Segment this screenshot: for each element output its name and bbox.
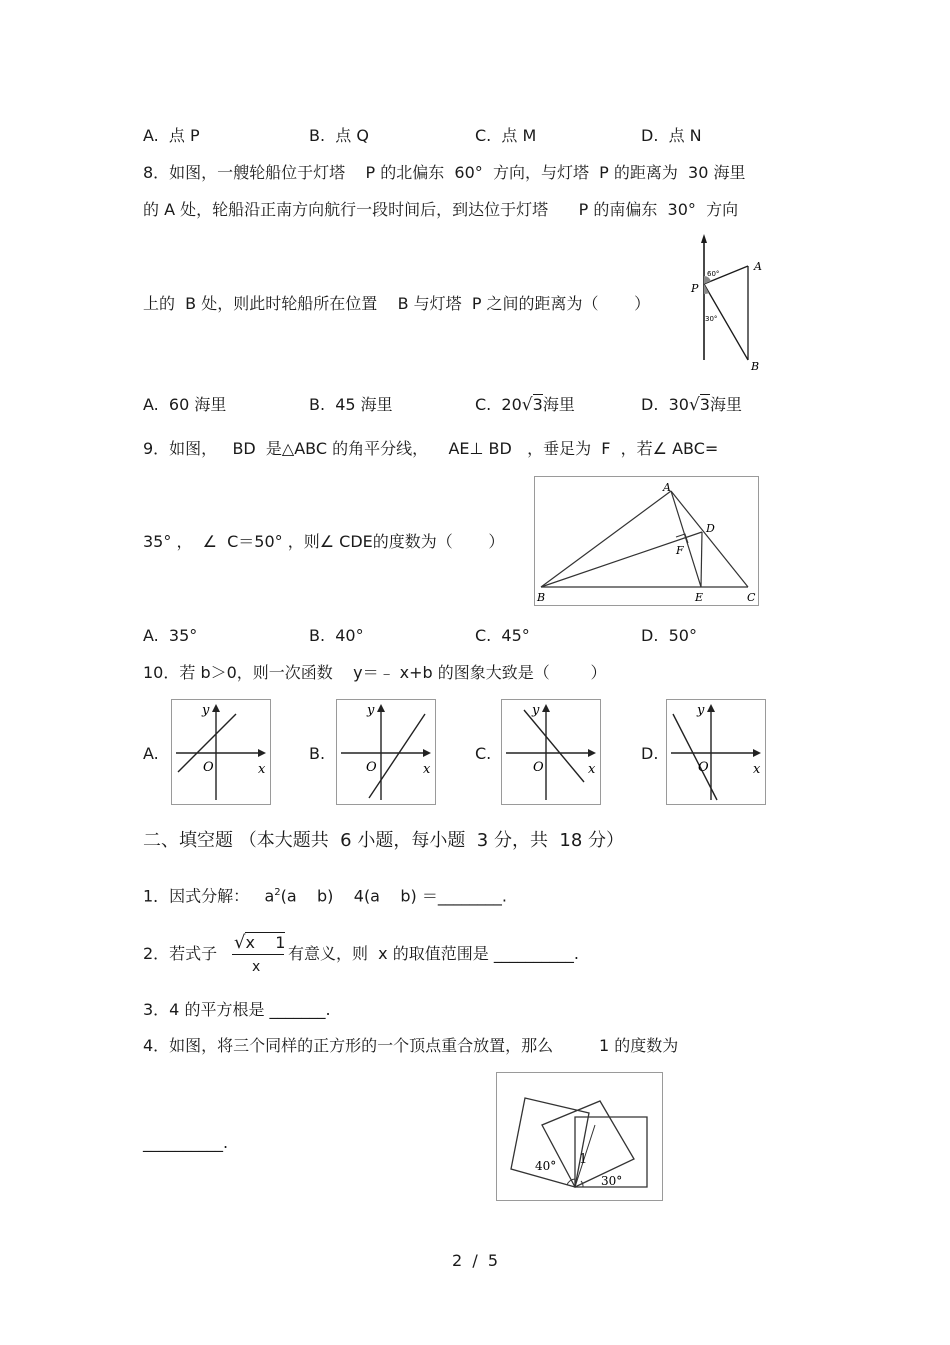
- graph-option-b: [336, 699, 436, 805]
- answer-blank: __________: [493, 944, 574, 963]
- svg-text:x: x: [753, 762, 761, 777]
- q8-option-d: D. 30√3海里: [641, 395, 742, 415]
- label-angle-30: 30°: [705, 315, 718, 323]
- page-number: 2 / 5: [452, 1251, 499, 1270]
- svg-text:y: y: [202, 703, 210, 718]
- fill-q3: 3．4 的平方根是 _______.: [143, 1000, 331, 1019]
- segment-ae: [671, 491, 701, 587]
- segment-de: [701, 532, 702, 587]
- section-title: 二、填空题 （本大题共 6 小题，每小题 3 分，共 18 分）: [143, 830, 625, 851]
- squares-figure: [497, 1073, 662, 1200]
- fill-q4-answer: __________.: [143, 1133, 229, 1152]
- sqrt-symbol: √3: [521, 395, 543, 415]
- segment-ab: [541, 491, 671, 587]
- label-angle-60: 60°: [707, 270, 720, 278]
- q10-option-c-label: C.: [475, 744, 492, 763]
- svg-text:O: O: [203, 760, 214, 775]
- q9-option-a: A. 35°: [143, 626, 198, 645]
- q8-text-line2: 的 A 处，轮船沿正南方向航行一段时间后，到达位于灯塔 P 的南偏东 30° 方向: [143, 200, 739, 219]
- q8-text-line3: 上的 B 处，则此时轮船所在位置 B 与灯塔 P 之间的距离为（ ）: [143, 294, 651, 313]
- svg-text:O: O: [366, 760, 377, 775]
- fill-q2-prefix: 2．若式子: [143, 944, 218, 963]
- q7-option-c: C. 点 M: [475, 126, 537, 145]
- svg-text:x: x: [258, 762, 266, 777]
- q10-text: 10．若 b＞0，则一次函数 y＝﹣ x+b 的图象大致是（ ）: [143, 663, 607, 682]
- label-d: D: [706, 522, 715, 535]
- svg-text:O: O: [533, 760, 544, 775]
- q8-option-a: A. 60 海里: [143, 395, 227, 414]
- fill-q2-suffix: 有意义，则 x 的取值范围是 __________.: [288, 944, 579, 963]
- q7-option-b: B. 点 Q: [309, 126, 369, 145]
- y-arrow-icon: [212, 704, 220, 712]
- segment-bd: [541, 532, 702, 587]
- y-arrow-icon: [707, 704, 715, 712]
- graph-option-d: [666, 699, 766, 805]
- sqrt-symbol: √3: [688, 395, 710, 415]
- q9-text-line2: 35° ， ∠ C＝50° ，则∠ CDE的度数为（ ）: [143, 532, 505, 551]
- q7-option-a: A. 点 P: [143, 126, 200, 145]
- answer-blank: __________: [143, 1133, 223, 1152]
- fraction-denominator: x: [252, 959, 261, 975]
- y-arrow-icon: [377, 704, 385, 712]
- fill-q1: 1．因式分解： $a^2(a$ b) 4(a b) ＝________.: [143, 886, 507, 906]
- q8-option-c: C. 20√3海里: [475, 395, 575, 415]
- label-c: C: [747, 591, 756, 604]
- q9-option-d: D. 50°: [641, 626, 697, 645]
- q8-text-line1: 8．如图，一艘轮船位于灯塔 P 的北偏东 60° 方向，与灯塔 P 的距离为 30 海里: [143, 163, 746, 182]
- q8-option-b: B. 45 海里: [309, 395, 393, 414]
- svg-text:y: y: [367, 703, 375, 718]
- q7-option-d: D. 点 N: [641, 126, 702, 145]
- q10-option-d-label: D.: [641, 744, 659, 763]
- label-angle-30: 30°: [601, 1174, 623, 1188]
- svg-text:x: x: [423, 762, 431, 777]
- label-angle-1: 1: [579, 1152, 588, 1167]
- label-angle-40: 40°: [535, 1159, 557, 1173]
- y-arrow-icon: [542, 704, 550, 712]
- squares-figure-frame: [496, 1072, 663, 1201]
- graph-option-a: [171, 699, 271, 805]
- x-arrow-icon: [588, 749, 596, 757]
- label-b: B: [751, 360, 760, 373]
- x-arrow-icon: [258, 749, 266, 757]
- svg-text:y: y: [532, 703, 540, 718]
- angle-30-mark: [704, 284, 709, 294]
- q10-option-b-label: B.: [309, 744, 326, 763]
- label-a: A: [663, 481, 671, 494]
- q9-option-b: B. 40°: [309, 626, 364, 645]
- svg-text:O: O: [698, 760, 709, 775]
- svg-text:x: x: [588, 762, 596, 777]
- north-arrow-icon: [701, 234, 707, 243]
- triangle-figure-frame: [534, 476, 759, 606]
- lighthouse-figure: [690, 232, 770, 374]
- fraction-bar: [232, 954, 284, 955]
- label-b: B: [537, 591, 546, 604]
- q9-option-c: C. 45°: [475, 626, 530, 645]
- svg-text:y: y: [697, 703, 705, 718]
- answer-blank: _______: [269, 1000, 326, 1019]
- label-e: E: [695, 591, 704, 604]
- label-a: A: [754, 260, 762, 273]
- square-left: [511, 1098, 589, 1187]
- label-f: F: [676, 544, 684, 557]
- triangle-figure: [535, 477, 758, 605]
- fill-q4-text: 4．如图，将三个同样的正方形的一个顶点重合放置，那么 1 的度数为: [143, 1036, 679, 1055]
- q10-option-a-label: A.: [143, 744, 159, 763]
- answer-blank: ________: [437, 886, 502, 906]
- function-line: [369, 714, 425, 798]
- fraction-numerator: √x 1: [234, 932, 286, 953]
- graph-option-c: [501, 699, 601, 805]
- x-arrow-icon: [423, 749, 431, 757]
- fraction-expression: [230, 930, 286, 976]
- q9-text-line1: 9．如图， BD 是△ABC 的角平分线， AE⊥ BD ，垂足为 F ，若∠ ABC=: [143, 439, 719, 458]
- label-p: P: [691, 282, 699, 295]
- x-arrow-icon: [753, 749, 761, 757]
